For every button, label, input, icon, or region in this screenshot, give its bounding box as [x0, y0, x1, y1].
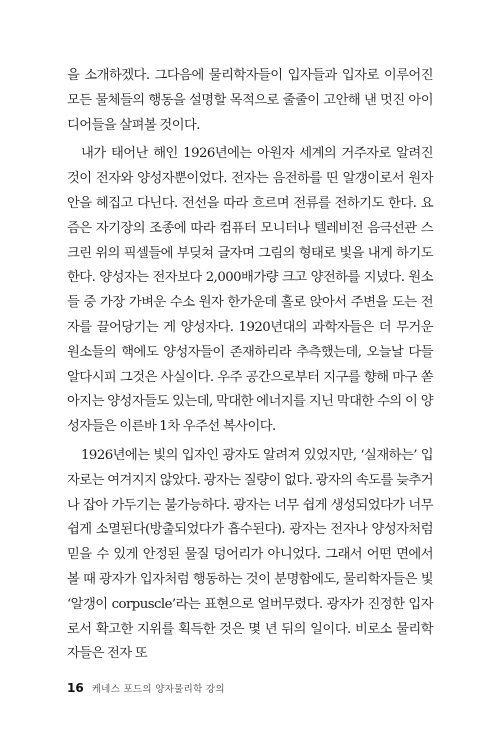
paragraph: 1926년에는 빛의 입자인 광자도 알려져 있었지만, ‘실재하는’ 입자로는 여겨지지 않았다. 광자는 질량이 없다. 광자의 속도를 늦추거나 잡아 가두기는 불가능하다. 광자는 너무 쉽게 생성되었다가 너무 쉽게 소멸된다(방출되었다가 흡수된다). 광자는 전자나 양성자처럼 믿을 수 있게 안정된 물질 덩어리가 아니었다. 그래서 어떤 면에서 볼 때 광자가 입자처럼 행동하는 것이 분명함에도, 물리학자들은 빛 ‘알갱이 corpuscle’라는 표현으로 얼버무렸다. 광자가 진정한 입자로서 확고한 지위를 획득한 것은 몇 년 뒤의 일이다. 비로소 물리학자들은 전자 또 — [67, 447, 433, 662]
page-number: 16 — [67, 681, 84, 695]
running-title: 케네스 포드의 양자물리학 강의 — [91, 684, 225, 695]
paragraph-continued: 을 소개하겠다. 그다음에 물리학자들이 입자들과 입자로 이루어진 모든 물체들의 행동을 설명할 목적으로 줄줄이 고안해 낸 멋진 아이디어들을 살펴볼 것이다. — [67, 68, 433, 133]
page-footer — [67, 681, 225, 695]
body-text — [67, 64, 433, 667]
paragraph: 내가 태어난 해인 1926년에는 아원자 세계의 거주자로 알려진 것이 전자와 양성자뿐이었다. 전자는 음전하를 띤 알갱이로서 원자 안을 헤집고 다닌다. 전선을 따라 흐르며 전류를 전하기도 한다. 요즘은 자기장의 조종에 따라 컴퓨터 모니터나 텔레비전 음극선관 스크린 위의 픽셀들에 부딪쳐 글자며 그림의 형태로 빛을 내게 하기도 한다. 양성자는 전자보다 2,000배가량 크고 양전하를 지녔다. 원소들 중 가장 가벼운 수소 원자 한가운데 홀로 앉아서 주변을 도는 전자를 끌어당기는 게 양성자다. 1920년대의 과학자들은 더 무거운 원소들의 핵에도 양성자들이 존재하리라 추측했는데, 오늘날 다들 알다시피 그것은 사실이다. 우주 공간으로부터 지구를 향해 마구 쏟아지는 양성자들도 있는데, 막대한 에너지를 지닌 막대한 수의 이 양성자들은 이른바 1차 우주선 복사이다. — [67, 146, 433, 435]
